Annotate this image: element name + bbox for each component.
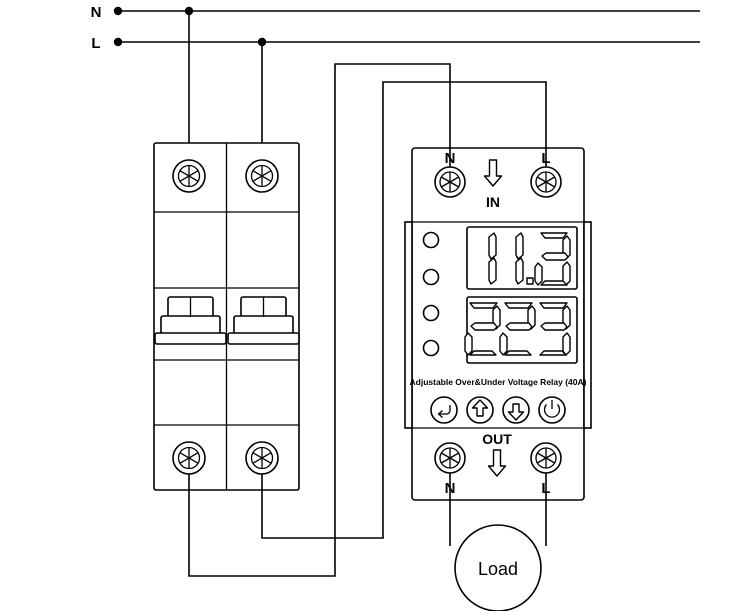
power-button[interactable] — [539, 397, 565, 423]
digit-top-1 — [489, 233, 496, 284]
relay-output-line-label: L — [541, 480, 551, 497]
supply-line-origin-dot — [114, 38, 122, 46]
down-button[interactable] — [503, 397, 529, 423]
load-symbol — [455, 525, 541, 611]
relay-in-flow-label: IN — [486, 194, 500, 210]
breaker-terminal-screw-bottom-right — [246, 442, 278, 474]
relay-indicator-led-3 — [424, 306, 439, 321]
relay-top-display — [467, 227, 577, 289]
relay-input-terminal-screw-neutral — [435, 167, 465, 197]
relay-indicator-led-2 — [424, 270, 439, 285]
load-label: Load — [477, 559, 519, 579]
relay-model-label: Adjustable Over&Under Voltage Relay (40A) — [409, 377, 587, 387]
back-button[interactable] — [431, 397, 457, 423]
relay-output-neutral-label: N — [444, 480, 456, 497]
relay-input-neutral-label: N — [444, 150, 456, 167]
relay-indicator-led-4 — [424, 341, 439, 356]
relay-input-terminal-screw-line — [531, 167, 561, 197]
up-button[interactable] — [467, 397, 493, 423]
relay-out-flow-label: OUT — [482, 431, 512, 447]
supply-line-label: L — [91, 35, 101, 52]
relay-indicator-led-1 — [424, 233, 439, 248]
breaker-terminal-screw-bottom-left — [173, 442, 205, 474]
voltage-relay-device — [405, 148, 591, 500]
relay-input-line-label: L — [541, 150, 551, 167]
breaker-terminal-screw-top-right — [246, 160, 278, 192]
relay-output-terminal-screw-neutral — [435, 443, 465, 473]
digit-top-2 — [516, 233, 523, 284]
supply-neutral-label: N — [90, 4, 102, 21]
decimal-point-top — [527, 278, 533, 284]
relay-bottom-display — [465, 297, 577, 363]
relay-output-terminal-screw-line — [531, 443, 561, 473]
supply-neutral-origin-dot — [114, 7, 122, 15]
two-pole-circuit-breaker — [154, 143, 299, 490]
breaker-terminal-screw-top-left — [173, 160, 205, 192]
